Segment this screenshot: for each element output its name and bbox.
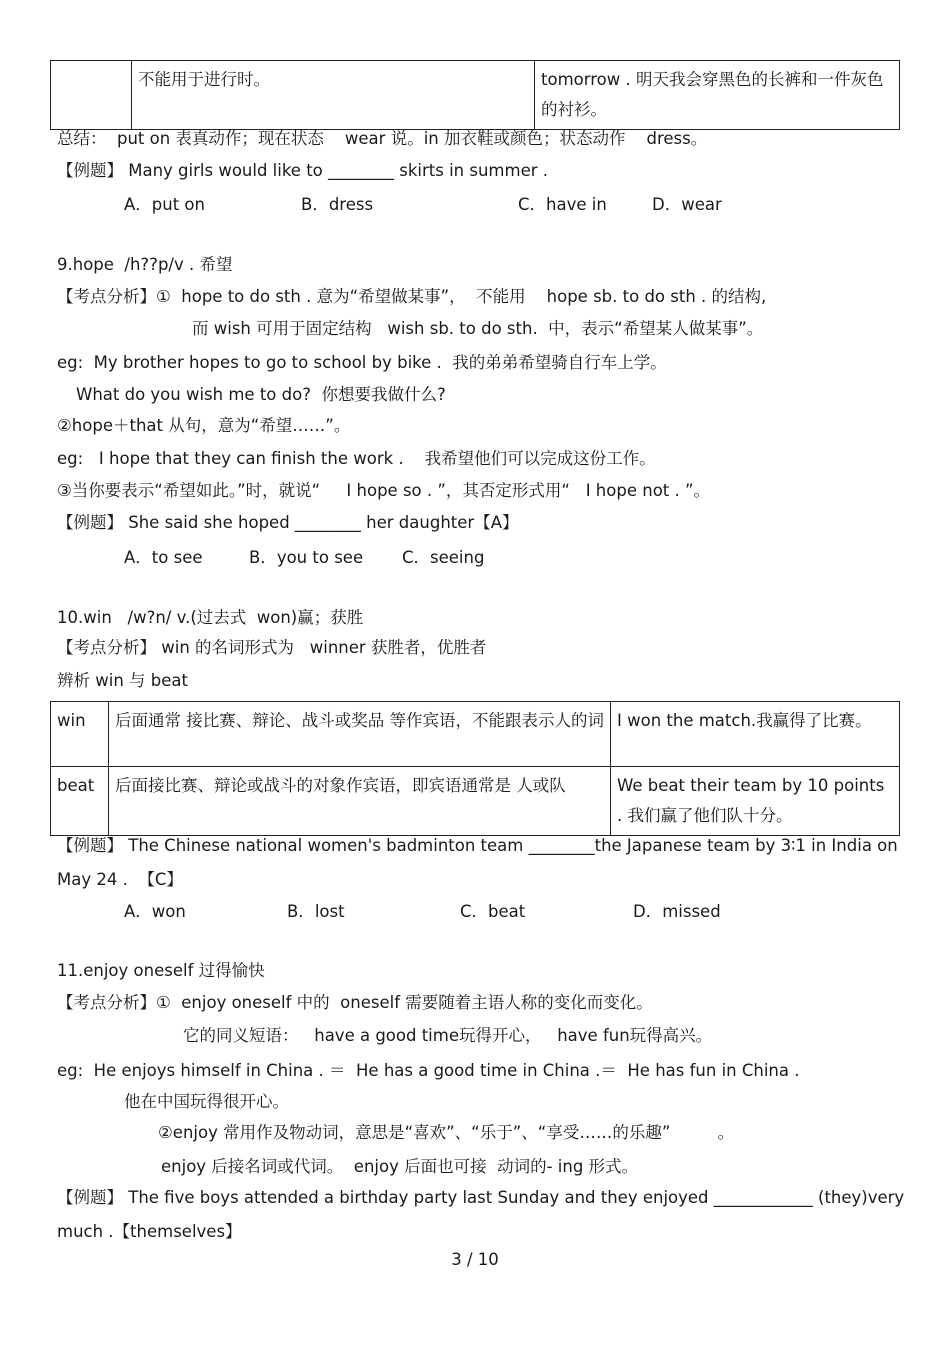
section-10-example-line-1: 【例题】 The Chinese national women's badminton team ________the Japanese team by 3∶1 in India on bbox=[57, 836, 898, 855]
section-9-title: 9.hope /h??p/v . 希望 bbox=[57, 255, 233, 274]
section-9-example-question: 【例题】 She said she hoped ________ her daughter【A】 bbox=[57, 513, 519, 532]
section-9-point-2: ②hope＋that 从句，意为“希望……”。 bbox=[57, 416, 351, 435]
table-cell-example: We beat their team by 10 points . 我们赢了他们队十分。 bbox=[611, 767, 900, 836]
table-row bbox=[51, 767, 900, 836]
section-9-analysis-2: 而 wish 可用于固定结构 wish sb. to do sth. 中，表示“希望某人做某事”。 bbox=[192, 319, 764, 338]
section-11-example-line-1: 【例题】 The five boys attended a birthday party last Sunday and they enjoyed ____________ (they)very bbox=[57, 1188, 905, 1207]
table-cell-usage: 后面通常 接比赛、辩论、战斗或奖品 等作宾语，不能跟表示人的词 bbox=[109, 702, 611, 767]
page-number: 3 / 10 bbox=[451, 1250, 499, 1269]
option-c: C．have in bbox=[518, 195, 607, 214]
section-9-eg-1: eg: My brother hopes to go to school by bike . 我的弟弟希望骑自行车上学。 bbox=[57, 353, 667, 372]
section-11-analysis-2: 它的同义短语： have a good time玩得开心， have fun玩得高兴。 bbox=[183, 1026, 713, 1045]
section-10-option-d: D．missed bbox=[633, 902, 721, 921]
section-9-point-3: ③当你要表示“希望如此。”时，就说“ I hope so . ”，其否定形式用“ I hope not . ”。 bbox=[57, 481, 711, 500]
table-cell-word: beat bbox=[51, 767, 109, 836]
section-10-option-a: A．won bbox=[124, 902, 186, 921]
section-11-point-2b: enjoy 后接名词或代词。 enjoy 后面也可接 动词的- ing 形式。 bbox=[161, 1157, 639, 1176]
section-11-title: 11.enjoy oneself 过得愉快 bbox=[57, 961, 265, 980]
section-11-point-2: ②enjoy 常用作及物动词，意思是“喜欢”、“乐于”、“享受……的乐趣” 。 bbox=[158, 1123, 735, 1142]
top-table bbox=[50, 60, 900, 130]
section-11-analysis-1: 【考点分析】① enjoy oneself 中的 oneself 需要随着主语人称的变化而变化。 bbox=[57, 993, 653, 1012]
section-11-eg-1: eg: He enjoys himself in China . ＝ He has a good time in China .＝ He has fun in China . bbox=[57, 1061, 800, 1080]
section-9-eg-2: What do you wish me to do? 你想要我做什么? bbox=[76, 385, 446, 404]
top-table-cell-left bbox=[51, 61, 132, 130]
option-a: A．put on bbox=[124, 195, 205, 214]
section-10-title: 10.win /w?n/ v.(过去式 won)赢；获胜 bbox=[57, 608, 364, 627]
section-10-option-b: B．lost bbox=[287, 902, 345, 921]
table-row bbox=[51, 702, 900, 767]
top-table-cell-right: tomorrow . 明天我会穿黑色的长裤和一件灰色的衬衫。 bbox=[535, 61, 900, 130]
section-9-option-b: B．you to see bbox=[249, 548, 364, 567]
example-question: 【例题】 Many girls would like to ________ skirts in summer . bbox=[57, 161, 549, 180]
option-b: B．dress bbox=[301, 195, 374, 214]
win-beat-table bbox=[50, 701, 900, 836]
section-10-analysis: 【考点分析】 win 的名词形式为 winner 获胜者，优胜者 bbox=[57, 638, 487, 657]
option-d: D．wear bbox=[652, 195, 722, 214]
section-10-compare: 辨析 win 与 beat bbox=[57, 671, 188, 690]
section-10-option-c: C．beat bbox=[460, 902, 526, 921]
table-cell-word: win bbox=[51, 702, 109, 767]
section-9-analysis-1: 【考点分析】① hope to do sth . 意为“希望做某事”， 不能用 hope sb. to do sth . 的结构, bbox=[57, 287, 767, 306]
section-9-option-a: A．to see bbox=[124, 548, 203, 567]
summary-line: 总结： put on 表真动作；现在状态 wear 说。in 加衣鞋或颜色；状态动作 dress。 bbox=[57, 129, 708, 148]
top-table-cell-mid: 不能用于进行时。 bbox=[132, 61, 535, 130]
table-cell-usage: 后面接比赛、辩论或战斗的对象作宾语，即宾语通常是 人或队 bbox=[109, 767, 611, 836]
section-11-eg-1-cn: 他在中国玩得很开心。 bbox=[124, 1092, 289, 1111]
table-cell-example: I won the match.我赢得了比赛。 bbox=[611, 702, 900, 767]
section-9-eg-3: eg: I hope that they can finish the work . 我希望他们可以完成这份工作。 bbox=[57, 449, 656, 468]
section-11-example-line-2: much .【themselves】 bbox=[57, 1222, 242, 1241]
section-9-option-c: C．seeing bbox=[402, 548, 485, 567]
section-10-example-line-2: May 24 . 【C】 bbox=[57, 870, 183, 889]
